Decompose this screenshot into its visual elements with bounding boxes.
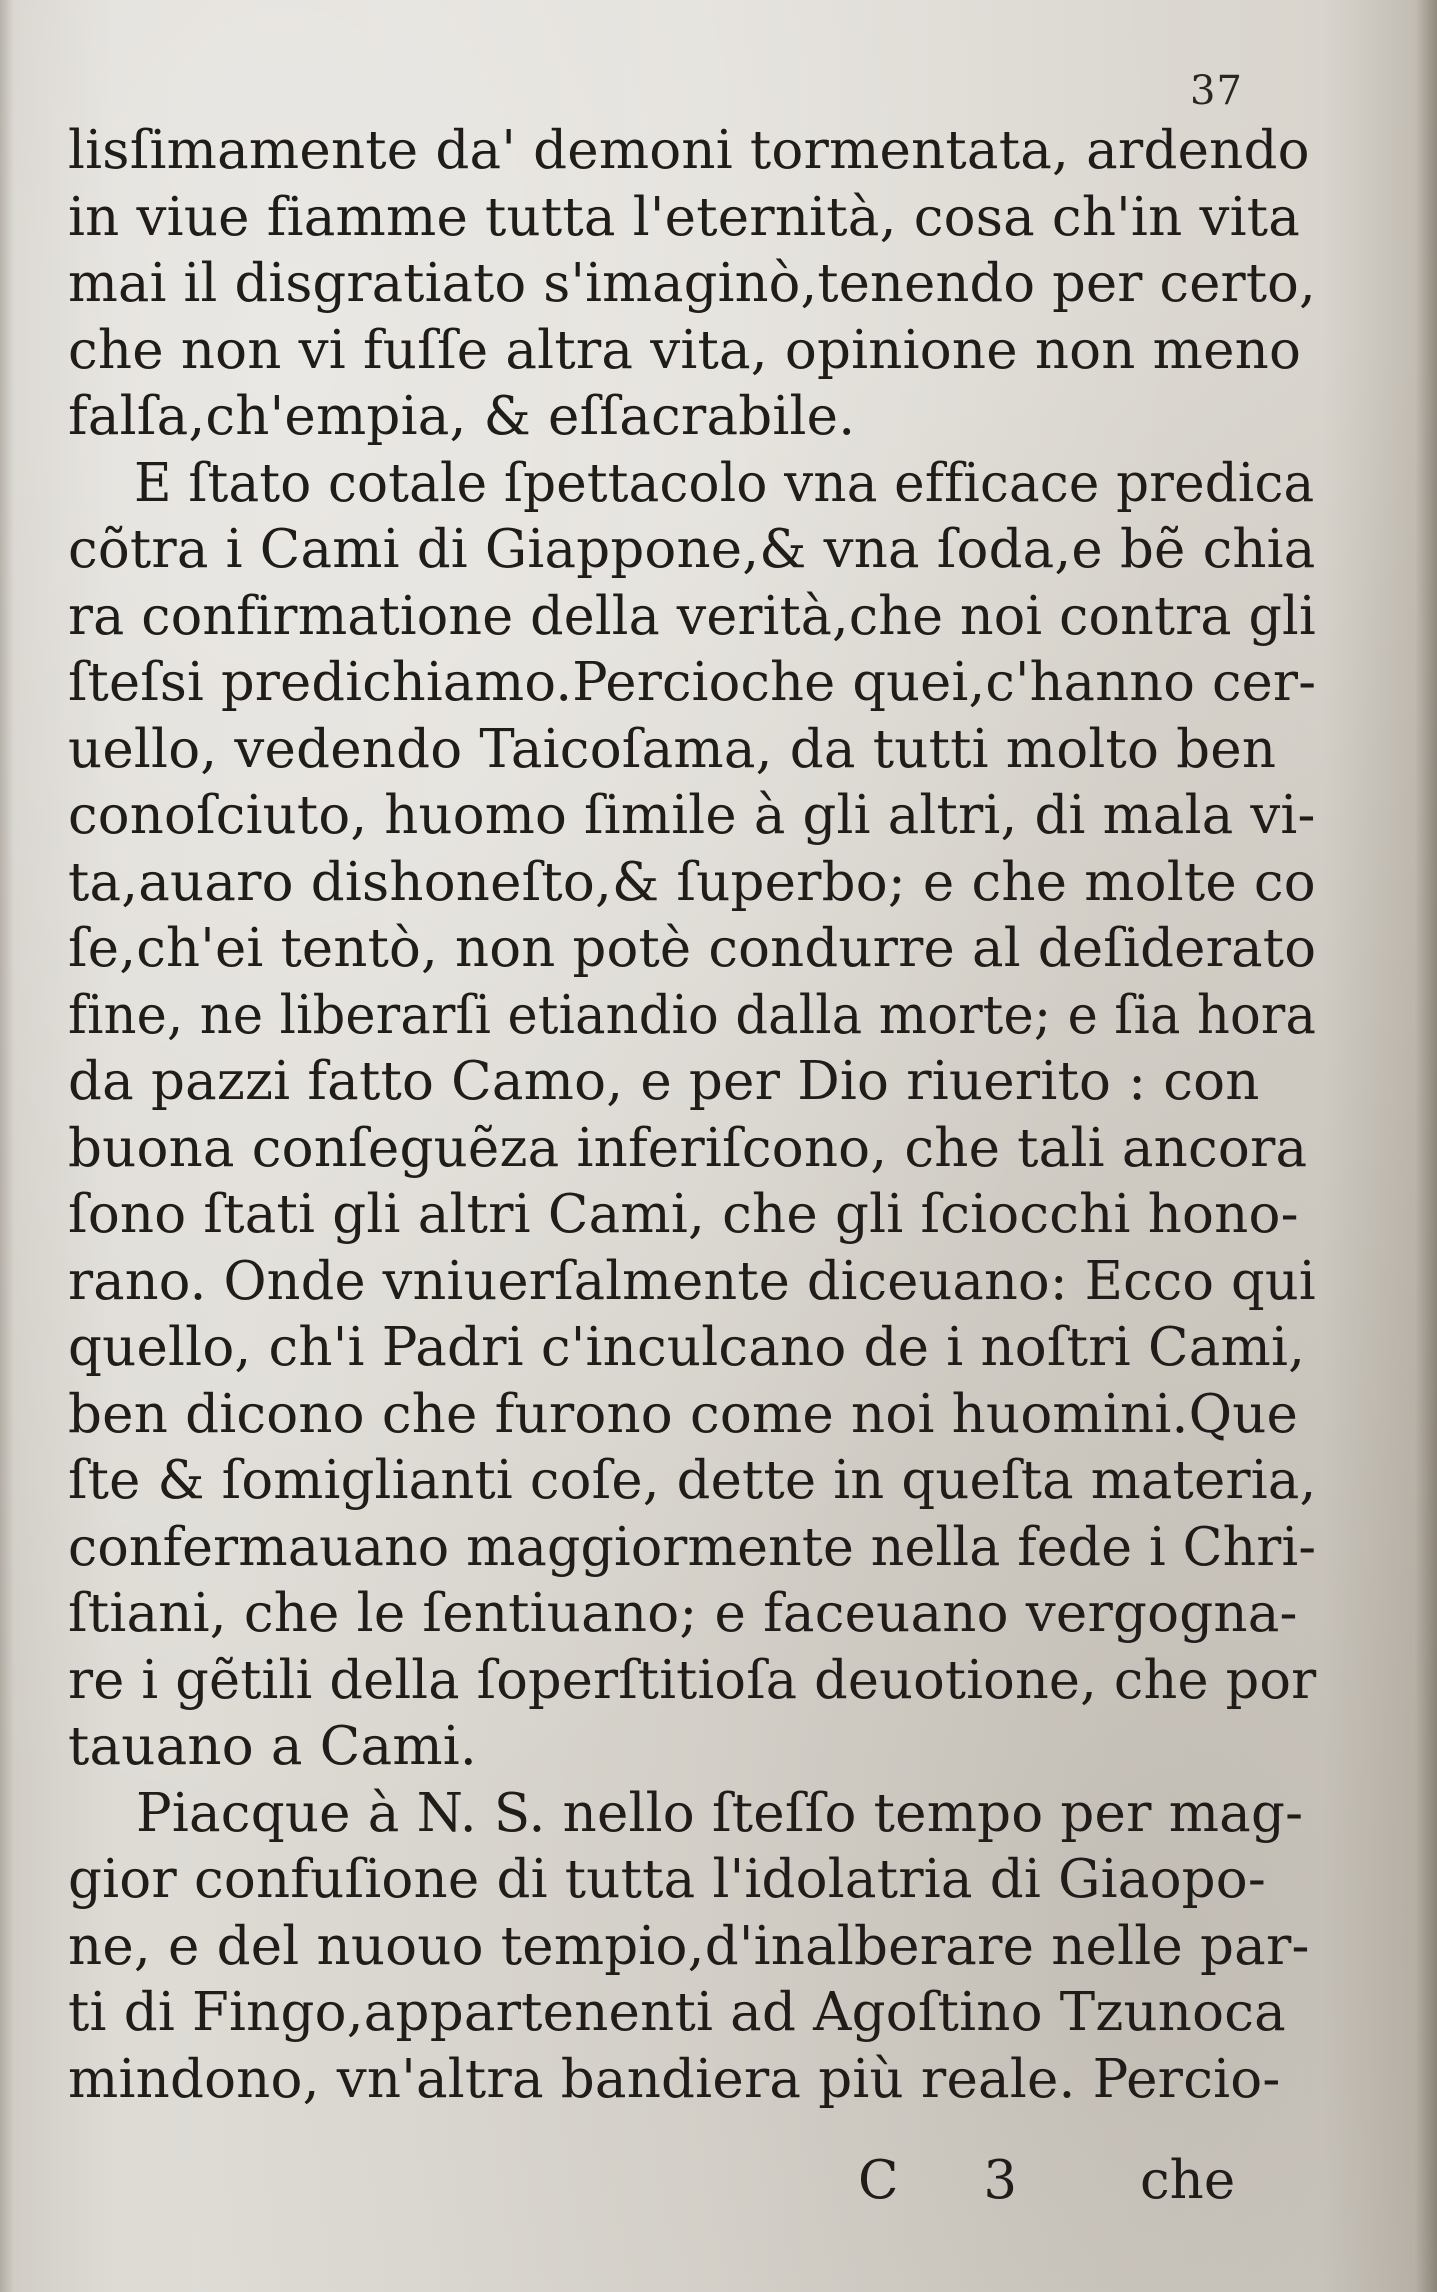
text-line: tauano a Cami.: [68, 1716, 477, 1777]
text-line: falſa,ch'empia, & eſſacrabile.: [68, 386, 856, 447]
text-line: ti di Fingo,appartenenti ad Agoſtino Tzunoca: [68, 1982, 1286, 2043]
text-line: ben dicono che furono come noi huomini.Que: [68, 1383, 1299, 1445]
paragraph-start-line: Piacque à N. S. nello ſteſſo tempo per mag-: [136, 1782, 1304, 1844]
text-line: ne, e del nuouo tempio,d'inalberare nelle par-: [68, 1915, 1310, 1977]
text-line: gior confuſione di tutta l'idolatria di Giaopo-: [68, 1849, 1267, 1910]
text-line: quello, ch'i Padri c'inculcano de i noſtri Cami,: [68, 1317, 1306, 1378]
text-line: ſtiani, che le ſentiuano; e faceuano vergogna-: [68, 1583, 1298, 1644]
signature-mark: C 3: [858, 2150, 1052, 2211]
text-line: che non vi fuſſe altra vita, opinione non meno: [68, 319, 1302, 381]
body-text: [68, 118, 1316, 2113]
text-line: ſte & ſomiglianti coſe, dette in queſta materia,: [68, 1450, 1317, 1511]
text-line: ſteſsi predichiamo.Percioche quei,c'hanno cer-: [68, 652, 1317, 713]
text-line: ſe,ch'ei tentò, non potè condurre al deſiderato: [68, 918, 1317, 979]
text-line: conoſciuto, huomo ſimile à gli altri, di mala vi-: [68, 785, 1316, 846]
text-line: confermauano maggiormente nella fede i Chri-: [68, 1516, 1317, 1578]
page-shadow-right: [1415, 0, 1437, 2292]
page-footer: [0, 2150, 1437, 2220]
text-line: ſono ſtati gli altri Cami, che gli ſciocchi hono-: [68, 1184, 1299, 1245]
text-line: buona conſeguẽza inferiſcono, che tali ancora: [68, 1117, 1308, 1179]
page-number: 37: [1190, 68, 1243, 114]
text-line: ra confirmatione della verità,che noi contra gli: [68, 585, 1316, 647]
text-line: rano. Onde vniuerſalmente diceuano: Ecco qui: [68, 1250, 1316, 1312]
text-line: fine, ne liberarſi etiandio dalla morte; e ſia hora: [68, 984, 1317, 1046]
text-line: uello, vedendo Taicoſama, da tutti molto ben: [68, 718, 1277, 780]
text-line: da pazzi fatto Camo, e per Dio riuerito : con: [68, 1051, 1260, 1112]
text-line: lisſimamente da' demoni tormentata, ardendo: [68, 120, 1310, 181]
text-line: re i gẽtili della ſoperſtitioſa deuotione, che por: [68, 1649, 1317, 1711]
text-line: cõtra i Cami di Giappone,& vna ſoda,e bẽ chia: [68, 519, 1316, 580]
page-shadow-left: [0, 0, 14, 2292]
paragraph-start-line: E ſtato cotale ſpettacolo vna efficace predica: [134, 452, 1315, 514]
catchword: che: [1140, 2150, 1236, 2211]
text-line: ta,auaro dishoneſto,& ſuperbo; e che molte co: [68, 851, 1316, 913]
text-line: mindono, vn'altra bandiera più reale. Percio-: [68, 2048, 1281, 2110]
text-line: in viue fiamme tutta l'eternità, cosa ch'in vita: [68, 186, 1301, 248]
text-line: mai il disgratiato s'imaginò,tenendo per certo,: [68, 253, 1316, 314]
